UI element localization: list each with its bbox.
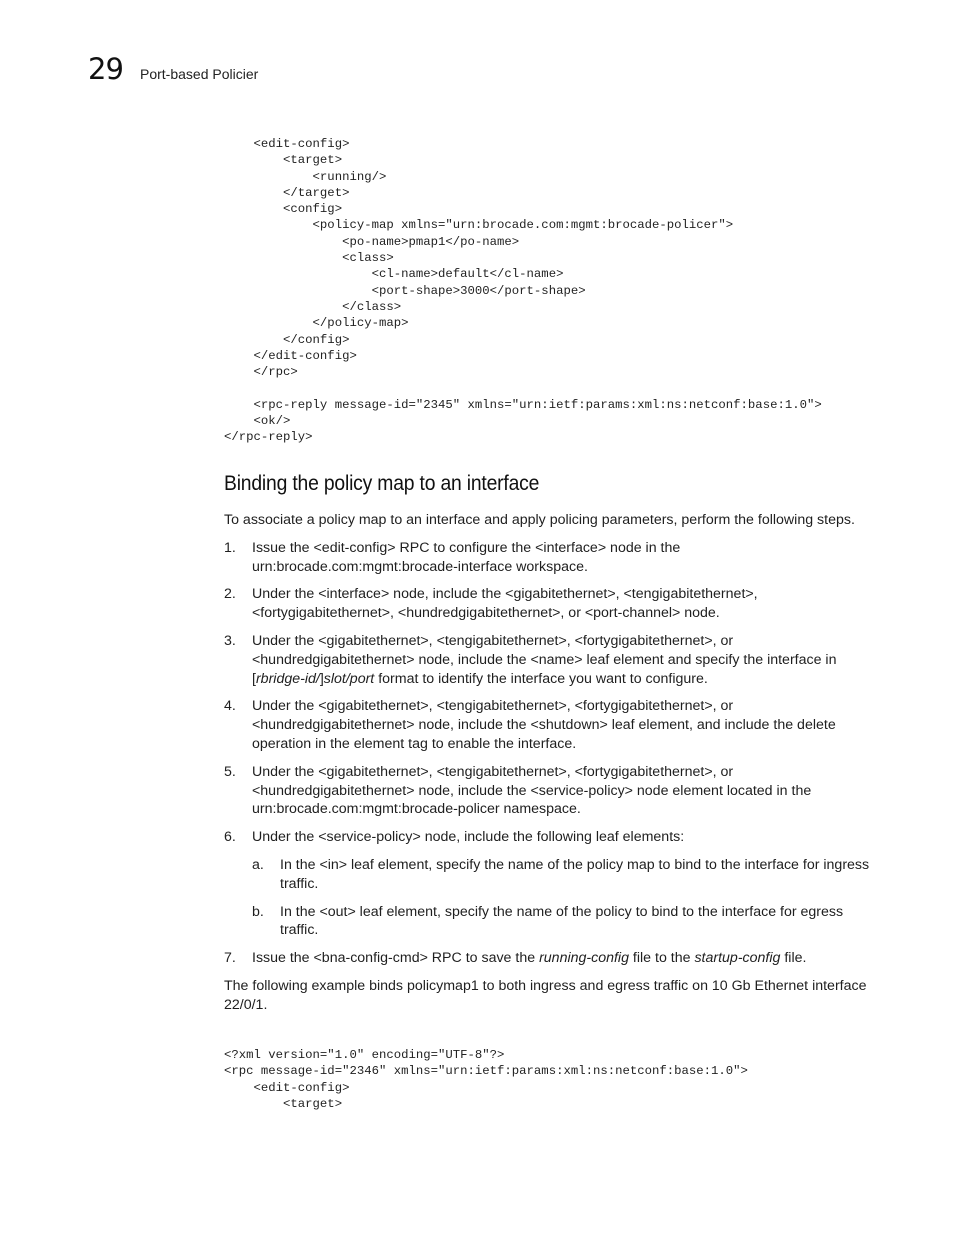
chapter-title: Port-based Policier (140, 66, 259, 82)
list-item (224, 949, 874, 968)
list-item (224, 585, 874, 623)
sub-list-item (252, 856, 874, 894)
step-text-part: Issue the <bna-config-cmd> RPC to save the (252, 950, 540, 967)
substep-letter: b. (252, 903, 264, 920)
list-item (224, 539, 874, 577)
chapter-number: 29 (88, 52, 123, 86)
step-text (252, 632, 874, 688)
step-text-part: ] (319, 670, 324, 687)
step-text-italic: rbridge-id/ (255, 670, 320, 687)
step-text-part: format to identify the interface you want to configure. (374, 670, 708, 687)
step-text: Under the <service-policy> node, include the following leaf elements: (252, 829, 685, 846)
step-text (252, 949, 874, 968)
code-block-2: <?xml version="1.0" encoding="UTF-8"?> <rpc message-id="2346" xmlns="urn:ietf:params:xml:ns:netconf:base:1.0"> <edit-config> <target> (224, 1048, 748, 1111)
step-number: 5. (224, 763, 236, 780)
step-text: Issue the <edit-config> RPC to configure the <interface> node in the urn:brocade.com:mgmt:brocade-interface workspace. (252, 539, 681, 575)
code-block-1: <edit-config> <target> <running/> </target> <config> <policy-map xmlns="urn:brocade.com:mgmt:brocade-policer"> <po-name>pmap1</po-name> <class> <cl-name>default</cl-name> <port-shape>3000</port-shape> </class> </policy-map> </config> </edit-config> </rpc> <rpc-reply message-id="2345" xmlns="urn:ietf:params:xml:ns:netconf:base:1.0"> <ok/> </rpc-reply> (224, 137, 822, 445)
list-item (224, 828, 874, 847)
substep-text: In the <in> leaf element, specify the name of the policy map to bind to the interface for ingress traffic. (280, 856, 870, 892)
step-text-italic: slot/port (323, 670, 375, 687)
step-text-part: Under the <gigabitethernet>, <tengigabitethernet>, <fortygigabitethernet>, or <hundredgigabitethernet> node, include the <name> leaf element and specify the interface in [ (252, 632, 837, 687)
step-text-part: file to the (628, 950, 695, 967)
step-number: 2. (224, 586, 236, 603)
list-item (224, 763, 874, 819)
section-heading: Binding the policy map to an interface (224, 472, 540, 495)
list-item (224, 632, 874, 688)
step-text: Under the <gigabitethernet>, <tengigabitethernet>, <fortygigabitethernet>, or <hundredgigabitethernet> node, include the <shutdown> leaf element, and include the delete operation in the element tag to enable the interface. (252, 698, 836, 752)
substep-text: In the <out> leaf element, specify the name of the policy to bind to the interface for egress traffic. (280, 903, 844, 939)
list-item (224, 697, 874, 753)
step-text-italic: startup-config (694, 950, 781, 967)
step-text: Under the <interface> node, include the <gigabitethernet>, <tengigabitethernet>, <fortygigabitethernet>, <hundredgigabitethernet>, or <port-channel> node. (252, 586, 758, 622)
step-text-part: file. (780, 950, 807, 967)
step-number: 3. (224, 632, 236, 649)
step-number: 7. (224, 950, 236, 967)
section-body (224, 511, 874, 1024)
step-text-italic: running-config (539, 950, 629, 967)
substep-letter: a. (252, 856, 264, 873)
step-number: 1. (224, 539, 236, 556)
intro-paragraph: To associate a policy map to an interface and apply policing parameters, perform the following steps. (224, 512, 855, 528)
example-intro: The following example binds policymap1 to both ingress and egress traffic on 10 Gb Ethernet interface 22/0/1. (224, 977, 867, 1013)
step-number: 6. (224, 829, 236, 846)
step-number: 4. (224, 698, 236, 715)
sub-list-item (252, 903, 874, 941)
step-text: Under the <gigabitethernet>, <tengigabitethernet>, <fortygigabitethernet>, or <hundredgigabitethernet> node, include the <service-policy> node element located in the urn:brocade.com:mgmt:brocade-policer namespace. (252, 763, 812, 818)
